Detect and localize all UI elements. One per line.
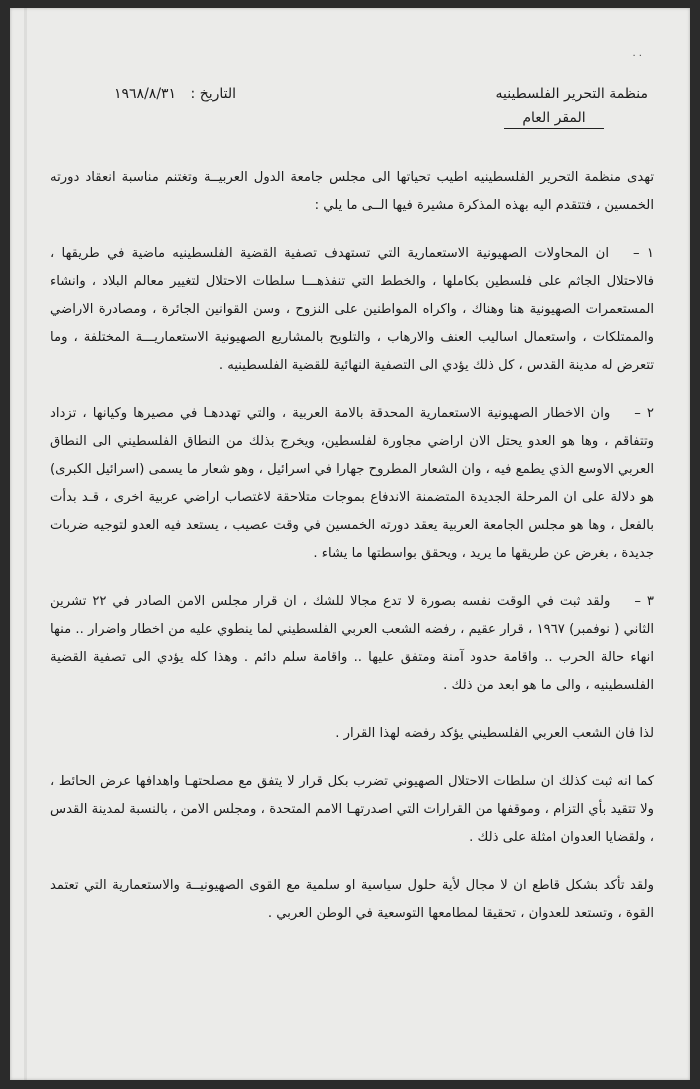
paragraph-text: كما انه ثبت كذلك ان سلطات الاحتلال الصهيوني تضرب بكل قرار لا يتفق مع مصلحتهـا واهدافها عرض الحائط ، ولا تتقيد بأي التزام ، وموقفها من القرارات التي اصدرتهـا الامم المتحدة ، ومجلس الامن ، بالنسبة لمدينة القدس ، ولقضايا العدوان امثلة على ذلك . xyxy=(50,774,654,845)
paragraph-number: ٣ – xyxy=(634,594,654,609)
date-label: التاريخ : xyxy=(190,86,237,102)
paragraph-number: ١ – xyxy=(633,246,654,261)
paragraph-text: تهدى منظمة التحرير الفلسطينيه اطيب تحياتها الى مجلس جامعة الدول العربيــة وتغتنم مناسبة انعقاد دورته الخمسين ، فتتقدم اليه بهذه المذكرة مشيرة فيها الــى ما يلي : xyxy=(50,170,654,213)
paragraph-5 xyxy=(50,768,654,852)
paragraph-intro xyxy=(50,164,654,220)
letter-content xyxy=(50,78,654,948)
paragraph-2 xyxy=(50,400,654,568)
scan-edge-shadow xyxy=(24,8,27,1080)
paragraph-text: لذا فان الشعب العربي الفلسطيني يؤكد رفضه لهذا القرار . xyxy=(335,726,654,741)
letter-body xyxy=(50,164,654,928)
letterhead xyxy=(50,78,654,142)
paragraph-3 xyxy=(50,588,654,700)
margin-mark: . . xyxy=(632,48,642,59)
paragraph-6 xyxy=(50,872,654,928)
paragraph-number: ٢ – xyxy=(634,406,654,421)
paragraph-4 xyxy=(50,720,654,748)
paragraph-text: وان الاخطار الصهيونية الاستعمارية المحدقة بالامة العربية ، والتي تهددهـا في مصيرها وكيانها ، تزداد وتتفاقم ، وها هو العدو يحتل الان اراضي مجاورة لفلسطين، ويخرج بذلك من النطاق الفلسطيني الى النطاق العربي الاوسع الذي يطمع فيه ، وان الشعار المطروح جهارا في اسرائيل ، وهو شعار ما يسمى (اسرائيل الكبرى) هو دلالة على ان المرحلة الجديدة المتضمنة الاندفاع بموجات متلاحقة لاغتصاب اراضي عربية اخرى ، قـد بدأت بالفعل ، وها هو مجلس الجامعة العربية يعقد دورته الخمسين في وقت عصيب ، يستعد فيه العدو لتوجيه ضربات جديدة ، بغرض عن طريقها ما يريد ، ويحقق بواسطتها ما يشاء . xyxy=(50,406,654,561)
date-value: ١٩٦٨/٨/٣١ xyxy=(114,86,177,102)
paragraph-text: ولقد ثبت في الوقت نفسه بصورة لا تدع مجالا للشك ، ان قرار مجلس الامن الصادر في ٢٢ تشرين الثاني ( نوفمبر) ١٩٦٧ ، قرار عقيم ، رفضه الشعب العربي الفلسطيني لما ينطوي عليه من اخطار واضرار .. منها انهاء حالة الحرب .. واقامة حدود آمنة ومتفق عليها .. واقامة سلم دائم . وهذا كله يؤدي الى تصفية القضية الفلسطينيه ، والى ما هو ابعد من ذلك . xyxy=(50,594,654,693)
headquarters-label: المقر العام xyxy=(504,110,604,129)
paragraph-text: ان المحاولات الصهيونية الاستعمارية التي تستهدف تصفية القضية الفلسطينيه ماضية في طريقها ، فالاحتلال الجاثم على فلسطين بكاملها ، والخطط التي تنفذهـــا سلطات الاحتلال لتغيير معالم البلاد ، وانشاء المستعمرات الصهيونية هنا وهناك ، واكراه المواطنين على النزوح ، وسن القوانين الجائرة ، ومصادرة الاراضي والممتلكات ، واستعمال اساليب العنف والارهاب ، والتلويح بالمشاريع الصهيونية الاستعماريـــة المختلفة ، وما تتعرض له مدينة القدس ، كل ذلك يؤدي الى التصفية النهائية للقضية الفلسطينيه . xyxy=(50,246,654,373)
organization-name: منظمة التحرير الفلسطينيه xyxy=(495,86,648,102)
document-page xyxy=(10,8,690,1080)
paragraph-text: ولقد تأكد بشكل قاطع ان لا مجال لأية حلول سياسية او سلمية مع القوى الصهيونيــة والاستعمارية التي تعتمد القوة ، وتستعد للعدوان ، تحقيقا لمطامعها التوسعية في الوطن العربي . xyxy=(50,878,654,921)
paragraph-1 xyxy=(50,240,654,380)
date-row xyxy=(114,86,236,102)
